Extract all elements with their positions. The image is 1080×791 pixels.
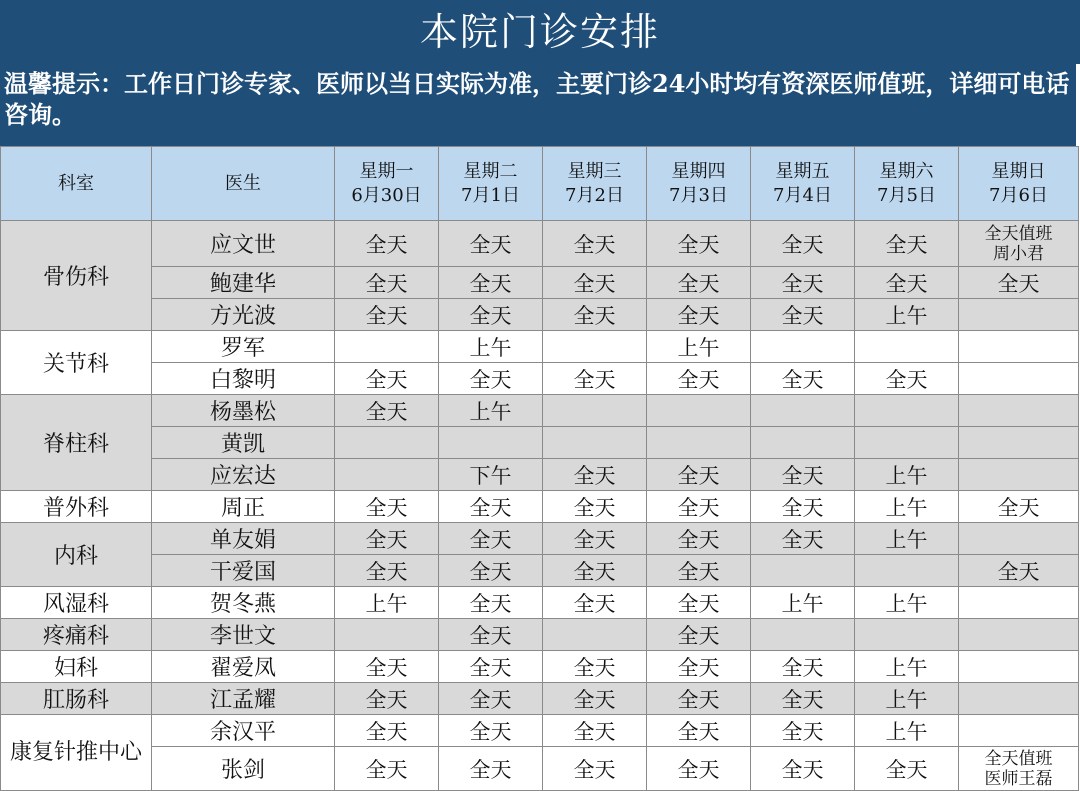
doctor-name-cell: 应宏达 <box>152 459 335 491</box>
schedule-cell: 全天 <box>543 221 647 267</box>
doctor-name-cell: 鲍建华 <box>152 267 335 299</box>
table-row <box>1 555 1079 587</box>
schedule-cell <box>751 619 855 651</box>
department-cell: 关节科 <box>1 331 152 395</box>
schedule-cell: 全天 <box>543 299 647 331</box>
doctor-name-cell: 应文世 <box>152 221 335 267</box>
schedule-cell: 全天 <box>647 363 751 395</box>
header-day: 星期四 7月3日 <box>647 147 751 221</box>
header-dept: 科室 <box>1 147 152 221</box>
department-cell: 骨伤科 <box>1 221 152 331</box>
schedule-cell: 全天 <box>647 299 751 331</box>
header-day: 星期五 7月4日 <box>751 147 855 221</box>
doctor-name-cell: 翟爱凤 <box>152 651 335 683</box>
schedule-cell: 全天 <box>335 267 439 299</box>
department-cell: 肛肠科 <box>1 683 152 715</box>
table-row <box>1 683 1079 715</box>
schedule-cell <box>751 395 855 427</box>
doctor-name-cell: 张剑 <box>152 747 335 791</box>
schedule-cell: 全天 <box>647 491 751 523</box>
schedule-cell: 上午 <box>855 715 959 747</box>
table-row <box>1 523 1079 555</box>
schedule-cell: 全天 <box>439 221 543 267</box>
schedule-cell: 上午 <box>335 587 439 619</box>
header-day: 星期一 6月30日 <box>335 147 439 221</box>
schedule-cell: 全天 <box>543 555 647 587</box>
schedule-cell: 全天 <box>335 683 439 715</box>
table-row <box>1 267 1079 299</box>
header-day: 星期日 7月6日 <box>959 147 1079 221</box>
table-row <box>1 427 1079 459</box>
header-row <box>1 147 1079 221</box>
schedule-cell: 全天 <box>647 459 751 491</box>
table-row <box>1 299 1079 331</box>
schedule-cell: 全天 <box>439 523 543 555</box>
page-title: 本院门诊安排 <box>0 0 1080 64</box>
department-cell: 普外科 <box>1 491 152 523</box>
schedule-cell: 全天 <box>335 747 439 791</box>
schedule-cell: 上午 <box>855 491 959 523</box>
schedule-cell <box>543 331 647 363</box>
schedule-cell: 全天 <box>751 683 855 715</box>
schedule-cell <box>647 395 751 427</box>
table-row <box>1 587 1079 619</box>
schedule-cell: 全天 <box>751 267 855 299</box>
schedule-cell: 全天值班 医师王磊 <box>959 747 1079 791</box>
schedule-cell: 全天 <box>439 651 543 683</box>
schedule-cell: 全天 <box>647 523 751 555</box>
header-day: 星期三 7月2日 <box>543 147 647 221</box>
doctor-name-cell: 白黎明 <box>152 363 335 395</box>
schedule-cell: 全天 <box>543 651 647 683</box>
schedule-cell: 全天 <box>543 523 647 555</box>
schedule-cell: 全天 <box>855 221 959 267</box>
schedule-cell <box>959 299 1079 331</box>
department-cell: 内科 <box>1 523 152 587</box>
table-row <box>1 619 1079 651</box>
schedule-cell: 全天 <box>855 747 959 791</box>
schedule-cell: 全天 <box>335 491 439 523</box>
schedule-cell: 全天值班 周小君 <box>959 221 1079 267</box>
schedule-cell: 全天 <box>543 267 647 299</box>
schedule-body <box>1 221 1079 791</box>
doctor-name-cell: 罗军 <box>152 331 335 363</box>
schedule-cell: 全天 <box>439 267 543 299</box>
schedule-cell: 全天 <box>439 619 543 651</box>
schedule-cell: 上午 <box>855 299 959 331</box>
schedule-cell <box>855 395 959 427</box>
department-cell: 疼痛科 <box>1 619 152 651</box>
schedule-cell: 全天 <box>439 715 543 747</box>
schedule-cell: 全天 <box>959 267 1079 299</box>
schedule-cell: 上午 <box>439 331 543 363</box>
schedule-cell: 全天 <box>335 523 439 555</box>
schedule-cell: 全天 <box>855 267 959 299</box>
schedule-cell <box>751 427 855 459</box>
schedule-cell <box>335 427 439 459</box>
schedule-cell: 全天 <box>335 395 439 427</box>
doctor-name-cell: 余汉平 <box>152 715 335 747</box>
schedule-cell: 上午 <box>855 523 959 555</box>
table-row <box>1 395 1079 427</box>
schedule-cell <box>959 523 1079 555</box>
schedule-cell <box>335 619 439 651</box>
schedule-cell: 上午 <box>751 587 855 619</box>
doctor-name-cell: 干爱国 <box>152 555 335 587</box>
doctor-name-cell: 江孟耀 <box>152 683 335 715</box>
schedule-cell: 全天 <box>751 715 855 747</box>
table-row <box>1 651 1079 683</box>
schedule-cell: 全天 <box>647 683 751 715</box>
schedule-cell <box>855 619 959 651</box>
schedule-cell: 全天 <box>959 555 1079 587</box>
doctor-name-cell: 周正 <box>152 491 335 523</box>
schedule-cell <box>543 395 647 427</box>
schedule-cell: 全天 <box>335 715 439 747</box>
schedule-cell <box>959 683 1079 715</box>
schedule-cell: 上午 <box>647 331 751 363</box>
schedule-cell <box>959 715 1079 747</box>
header-day: 星期二 7月1日 <box>439 147 543 221</box>
schedule-cell: 上午 <box>855 683 959 715</box>
schedule-cell <box>959 459 1079 491</box>
schedule-cell <box>751 331 855 363</box>
schedule-cell: 全天 <box>647 619 751 651</box>
notice-text: 温馨提示：工作日门诊专家、医师以当日实际为准，主要门诊24小时均有资深医师值班，详细可电话咨询。 <box>0 64 1076 146</box>
schedule-cell: 全天 <box>439 587 543 619</box>
department-cell: 康复针推中心 <box>1 715 152 791</box>
schedule-cell <box>959 651 1079 683</box>
schedule-cell <box>855 555 959 587</box>
schedule-cell: 全天 <box>439 491 543 523</box>
schedule-cell <box>855 331 959 363</box>
schedule-cell: 全天 <box>439 363 543 395</box>
schedule-cell: 全天 <box>543 491 647 523</box>
table-row <box>1 331 1079 363</box>
table-row <box>1 221 1079 267</box>
schedule-cell: 上午 <box>855 587 959 619</box>
schedule-cell <box>855 427 959 459</box>
schedule-cell: 上午 <box>439 395 543 427</box>
table-row <box>1 715 1079 747</box>
schedule-cell: 全天 <box>751 299 855 331</box>
schedule-cell <box>959 587 1079 619</box>
schedule-cell <box>959 619 1079 651</box>
schedule-cell: 全天 <box>751 459 855 491</box>
schedule-cell: 全天 <box>543 459 647 491</box>
doctor-name-cell: 杨墨松 <box>152 395 335 427</box>
schedule-cell: 全天 <box>647 651 751 683</box>
schedule-cell: 全天 <box>439 555 543 587</box>
schedule-cell: 全天 <box>335 555 439 587</box>
schedule-table <box>0 146 1079 791</box>
schedule-cell <box>959 331 1079 363</box>
table-row <box>1 363 1079 395</box>
schedule-cell: 上午 <box>855 651 959 683</box>
schedule-cell: 全天 <box>543 715 647 747</box>
schedule-cell <box>335 459 439 491</box>
schedule-cell <box>647 427 751 459</box>
schedule-cell <box>543 619 647 651</box>
schedule-cell: 全天 <box>647 555 751 587</box>
schedule-cell <box>335 331 439 363</box>
schedule-cell: 全天 <box>335 651 439 683</box>
schedule-cell <box>959 363 1079 395</box>
schedule-cell: 全天 <box>959 491 1079 523</box>
schedule-cell: 下午 <box>439 459 543 491</box>
schedule-cell: 全天 <box>543 747 647 791</box>
doctor-name-cell: 单友娟 <box>152 523 335 555</box>
department-cell: 妇科 <box>1 651 152 683</box>
schedule-cell: 全天 <box>335 221 439 267</box>
schedule-cell: 全天 <box>439 683 543 715</box>
schedule-cell <box>543 427 647 459</box>
table-row <box>1 491 1079 523</box>
doctor-name-cell: 李世文 <box>152 619 335 651</box>
schedule-cell: 全天 <box>647 267 751 299</box>
header-doctor: 医生 <box>152 147 335 221</box>
schedule-cell: 全天 <box>335 299 439 331</box>
schedule-cell: 全天 <box>751 363 855 395</box>
doctor-name-cell: 方光波 <box>152 299 335 331</box>
schedule-cell: 上午 <box>855 459 959 491</box>
schedule-cell: 全天 <box>647 747 751 791</box>
schedule-cell: 全天 <box>855 363 959 395</box>
schedule-cell <box>439 427 543 459</box>
doctor-name-cell: 黄凯 <box>152 427 335 459</box>
schedule-cell: 全天 <box>751 651 855 683</box>
schedule-cell <box>959 395 1079 427</box>
table-row <box>1 459 1079 491</box>
schedule-cell: 全天 <box>543 363 647 395</box>
schedule-cell: 全天 <box>647 715 751 747</box>
schedule-cell <box>751 555 855 587</box>
schedule-cell: 全天 <box>751 491 855 523</box>
department-cell: 脊柱科 <box>1 395 152 491</box>
schedule-cell: 全天 <box>543 683 647 715</box>
schedule-cell: 全天 <box>751 747 855 791</box>
schedule-cell: 全天 <box>647 221 751 267</box>
schedule-cell: 全天 <box>335 363 439 395</box>
header-day: 星期六 7月5日 <box>855 147 959 221</box>
schedule-cell: 全天 <box>751 523 855 555</box>
schedule-cell <box>959 427 1079 459</box>
department-cell: 风湿科 <box>1 587 152 619</box>
schedule-cell: 全天 <box>439 299 543 331</box>
schedule-cell: 全天 <box>439 747 543 791</box>
schedule-cell: 全天 <box>751 221 855 267</box>
schedule-cell: 全天 <box>543 587 647 619</box>
schedule-cell: 全天 <box>647 587 751 619</box>
doctor-name-cell: 贺冬燕 <box>152 587 335 619</box>
